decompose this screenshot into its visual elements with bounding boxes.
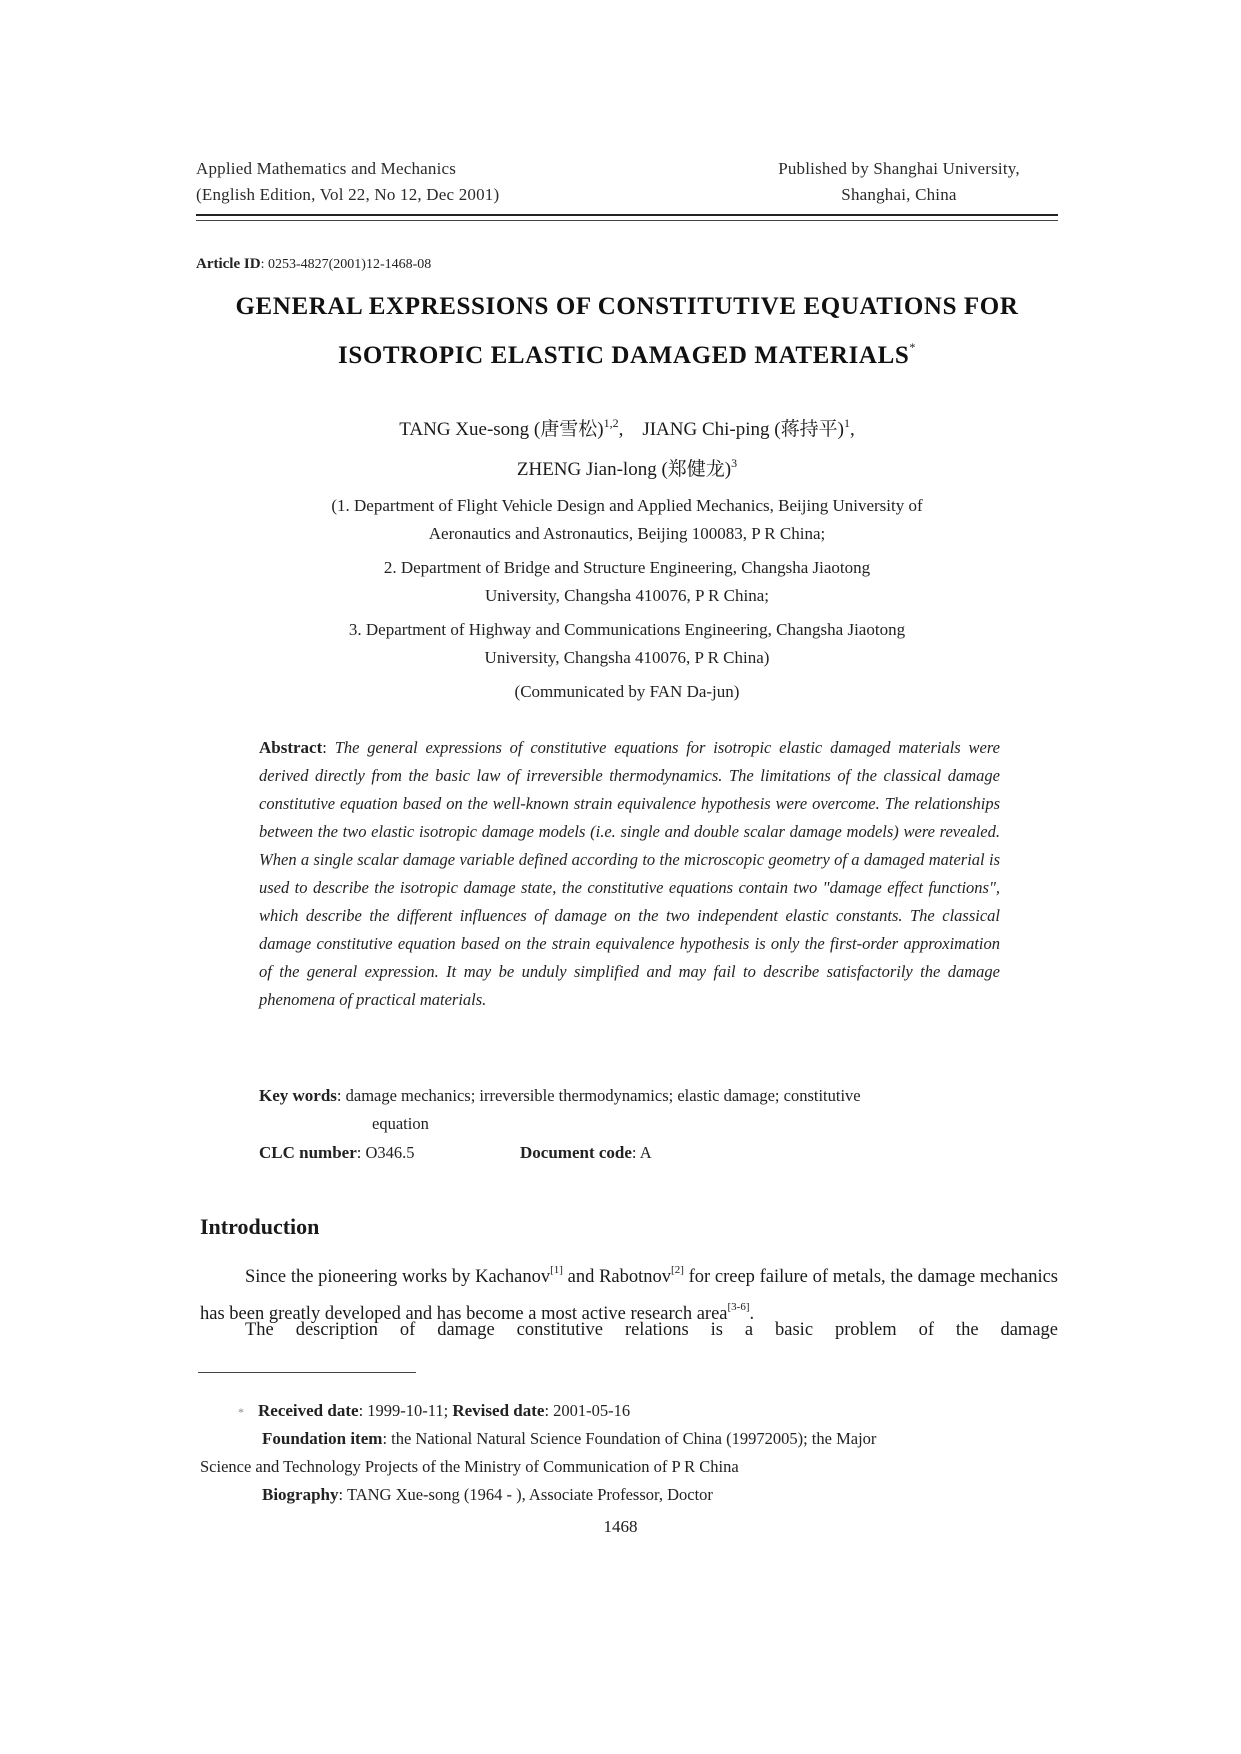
- keywords-label: Key words: [259, 1086, 337, 1105]
- communicated-by: (Communicated by FAN Da-jun): [514, 682, 740, 701]
- foundation-line-2: Science and Technology Projects of the Ministry of Communication of P R China: [200, 1457, 739, 1476]
- abstract-label: Abstract: [259, 738, 323, 757]
- header-rule-thick: [196, 214, 1058, 216]
- keywords-line-2: equation: [372, 1114, 429, 1133]
- intro-p1-d: .: [749, 1304, 755, 1324]
- article-id-value: : 0253-4827(2001)12-1468-08: [260, 257, 432, 272]
- abstract-text: The general expressions of constitutive equations for isotropic elastic damaged materials were derived directly from the basic law of irreversible thermodynamics. The limitations of the classical damage constitutive equation based on the well-known strain equivalence hypothesis were overcome. The relationships between the two elastic isotropic damage models (i.e. single and double scalar damage models) were revealed. When a single scalar damage variable defined according to the microscopic geometry of a damaged material is used to describe the isotropic damage state, the constitutive equations contain two "damage effect functions", which describe the different influences of damage on the two independent elastic constants. The classical damage constitutive equation based on the strain equivalence hypothesis is only the first-order approximation of the general expression. It may be unduly simplified and may fail to describe satisfactorily the damage phenomena of practical materials.: [259, 738, 1000, 1009]
- intro-p1-a: Since the pioneering works by Kachanov: [245, 1267, 551, 1287]
- affiliation-2-line-1: 2. Department of Bridge and Structure Engineering, Changsha Jiaotong: [383, 558, 871, 577]
- clc-value: : O346.5: [356, 1143, 415, 1162]
- title-footnote-mark: *: [909, 340, 916, 354]
- journal-line-1: Applied Mathematics and Mechanics: [196, 159, 457, 178]
- page-number: 1468: [603, 1517, 638, 1536]
- introduction-paragraph-2: The description of damage constitutive relations is a basic problem of the damage: [245, 1320, 1058, 1340]
- introduction-heading: Introduction: [200, 1214, 320, 1239]
- paper-title-line-1: GENERAL EXPRESSIONS OF CONSTITUTIVE EQUATIONS FOR: [235, 293, 1019, 320]
- footnote-mark: *: [238, 1405, 244, 1419]
- document-code: [520, 1143, 652, 1163]
- footnote-rule: [198, 1372, 416, 1373]
- footnote-dates: [200, 1397, 1058, 1426]
- publisher: [740, 156, 1058, 208]
- affiliation-1-line-2: Aeronautics and Astronautics, Beijing 100083, P R China;: [428, 524, 826, 543]
- abstract: Abstract: The general expressions of constitutive equations for isotropic elastic damaged materials were derived directly from the basic law of irreversible thermodynamics. The limitations of the classical damage constitutive equation based on the well-known strain equivalence hypothesis were overcome. The relationships between the two elastic isotropic damage models (i.e. single and double scalar damage models) were revealed. When a single scalar damage variable defined according to the microscopic geometry of a damaged material is used to describe the isotropic damage state, the constitutive equations contain two "damage effect functions", which describe the different influences of damage on the two independent elastic constants. The classical damage constitutive equation based on the strain equivalence hypothesis is only the first-order approximation of the general expression. It may be unduly simplified and may fail to describe satisfactorily the damage phenomena of practical materials.: [259, 738, 1000, 1009]
- authors-line-2: [196, 454, 1058, 481]
- author-3-affil: 3: [731, 456, 738, 470]
- revised-value: : 2001-05-16: [544, 1401, 631, 1420]
- keywords: [259, 1086, 861, 1106]
- author-1-affil: 1,2: [603, 416, 619, 430]
- paper-title-line-2-text: ISOTROPIC ELASTIC DAMAGED MATERIALS: [338, 342, 910, 369]
- affiliation-3-line-2: University, Changsha 410076, P R China): [484, 648, 770, 667]
- clc-label: CLC number: [259, 1143, 357, 1162]
- received-label: Received date: [258, 1401, 359, 1420]
- author-3: ZHENG Jian-long (郑健龙): [516, 459, 732, 480]
- intro-p1-b: and Rabotnov: [562, 1267, 672, 1287]
- publisher-line-2: Shanghai, China: [841, 185, 957, 204]
- received-value: : 1999-10-11;: [358, 1401, 449, 1420]
- citation-3-6: [3-6]: [727, 1301, 750, 1313]
- affiliation-3-line-1: 3. Department of Highway and Communications Engineering, Changsha Jiaotong: [348, 620, 906, 639]
- keywords-line-1: : damage mechanics; irreversible thermodynamics; elastic damage; constitutive: [336, 1086, 861, 1105]
- journal-line-2: (English Edition, Vol 22, No 12, Dec 2001): [196, 185, 500, 204]
- affiliations: [196, 492, 1058, 706]
- citation-2: [2]: [671, 1264, 684, 1276]
- footnote-biography: [200, 1481, 1058, 1509]
- citation-1: [1]: [550, 1264, 563, 1276]
- publisher-line-1: Published by Shanghai University,: [778, 159, 1020, 178]
- clc-number: [259, 1143, 415, 1163]
- author-2-affil: 1: [843, 416, 850, 430]
- affiliation-2-line-2: University, Changsha 410076, P R China;: [485, 586, 769, 605]
- article-id-label: Article ID: [196, 256, 261, 272]
- intro-p1-c: for creep failure of metals, the damage mechanics has been greatly developed and has become a most active research area: [200, 1267, 1058, 1324]
- journal-name: [196, 156, 499, 208]
- foundation-label: Foundation item: [262, 1429, 383, 1448]
- document-code-label: Document code: [520, 1143, 632, 1162]
- footnote-foundation: [200, 1425, 1058, 1481]
- revised-label: Revised date: [452, 1401, 545, 1420]
- authors-line-1: TANG Xue-song (唐雪松)$^{1,2}$, JIANG Chi-ping (蒋持平)$^1$,: [399, 416, 855, 440]
- biography-value: : TANG Xue-song (1964 - ), Associate Professor, Doctor: [338, 1485, 713, 1504]
- author-1: TANG Xue-song (唐雪松): [399, 419, 604, 440]
- author-2: JIANG Chi-ping (蒋持平): [642, 419, 844, 440]
- affiliation-1-line-1: (1. Department of Flight Vehicle Design and Applied Mechanics, Beijing University of: [331, 496, 923, 515]
- article-id: [196, 256, 431, 273]
- biography-label: Biography: [262, 1485, 339, 1504]
- foundation-line-1: : the National Natural Science Foundation of China (19972005); the Major: [382, 1429, 877, 1448]
- header-rule-thin: [196, 220, 1058, 221]
- paper-title-line-2: [196, 340, 1058, 370]
- document-code-value: : A: [631, 1143, 652, 1162]
